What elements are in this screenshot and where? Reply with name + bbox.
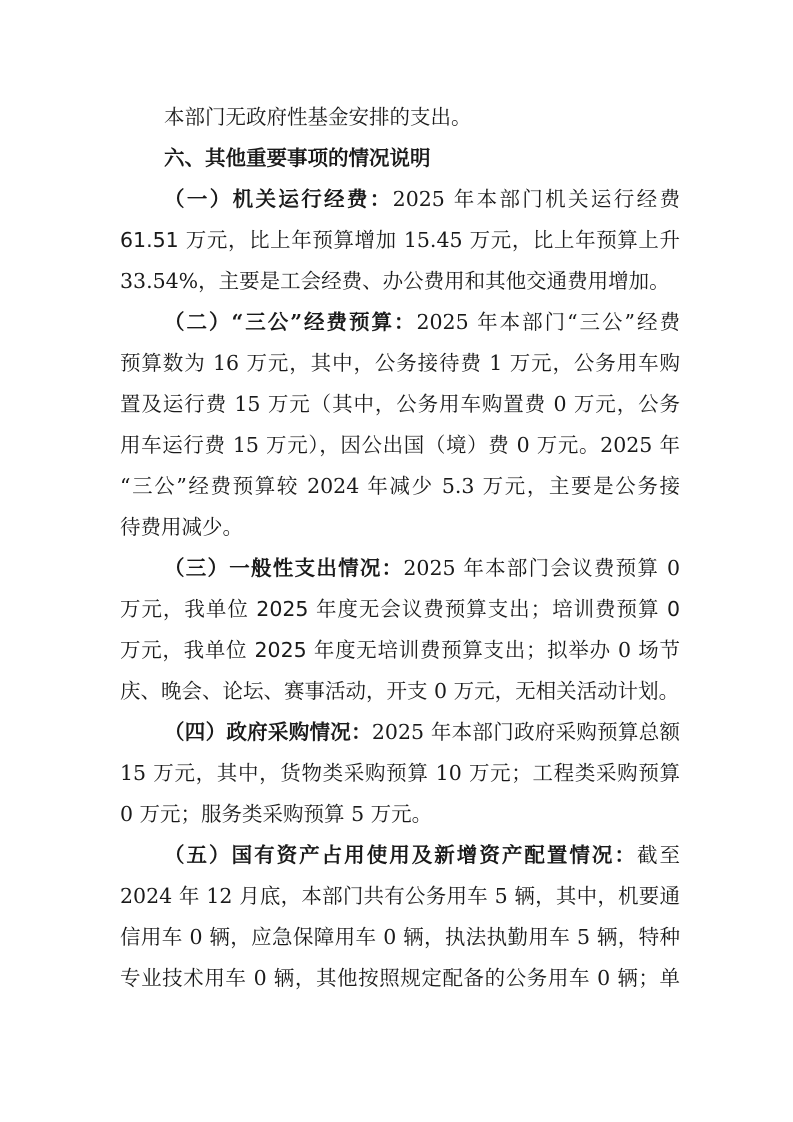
subheading-state-assets: （五）国有资产占用使用及新增资产配置情况： [164,843,637,867]
section-heading [120,138,680,179]
paragraph-line-7 [120,343,680,384]
line-text: 庆、晚会、论坛、赛事活动，开支 0 万元，无相关活动计划。 [120,679,680,703]
year-number: 2025 [256,597,309,621]
paragraph-line-12 [120,548,680,589]
line-text: 年度无会议费预算支出；培训费预算 [308,597,667,621]
paragraph-line-19 [120,835,680,876]
paragraph-line-22 [120,958,680,999]
line-text: 专业技术用车 0 辆，其他按照规定配备的公务用车 0 辆；单 [120,966,680,990]
paragraph-line-5 [120,261,680,302]
line-text: 0 万元；服务类采购预算 5 万元。 [120,802,433,826]
paragraph-line-17 [120,753,680,794]
paragraph-line-11 [120,507,680,548]
year-number: 2025 [254,638,307,662]
paragraph-line-15 [120,671,680,712]
subheading-government-procurement: （四）政府采购情况： [164,720,372,744]
line-text: 万元，我单位 [120,638,255,662]
paragraph-line-21 [120,917,680,958]
line-text: 2025 年本部门机关运行经费 [392,187,680,211]
line-text: 待费用减少。 [120,515,243,539]
subheading-three-public-expenses: （二）“三公”经费预算： [164,310,417,334]
document-body [120,97,680,999]
section-heading-text: 六、其他重要事项的情况说明 [164,146,431,170]
amount-number: 0 [666,597,680,621]
paragraph-line-1 [120,97,680,138]
line-text: 2024 年 12 月底，本部门共有公务用车 5 辆，其中，机要通 [120,884,680,908]
line-text: 万元，比上年预算增加 15.45 万元，比上年预算上升 [178,228,680,252]
subheading-admin-expenses: （一）机关运行经费： [164,187,393,211]
subheading-general-expenses: （三）一般性支出情况： [164,556,404,580]
paragraph-line-13 [120,589,680,630]
line-text: 万元，我单位 [120,597,257,621]
line-text: 2025 年本部门会议费预算 0 [403,556,680,580]
line-text: 2025 年本部门政府采购预算总额 [371,720,681,744]
paragraph-line-10 [120,466,680,507]
line-text: 用车运行费 15 万元），因公出国（境）费 0 万元。2025 年 [120,433,680,457]
paragraph-line-8 [120,384,680,425]
line-text: 信用车 0 辆，应急保障用车 0 辆，执法执勤用车 5 辆，特种 [120,925,680,949]
paragraph-line-20 [120,876,680,917]
line-text: 预算数为 16 万元，其中，公务接待费 1 万元，公务用车购 [120,351,680,375]
line-text: 33.54%，主要是工会经费、办公费用和其他交通费用增加。 [120,269,670,293]
line-text: 年度无培训费预算支出；拟举办 0 场节 [306,638,680,662]
line-text: 置及运行费 15 万元（其中，公务用车购置费 0 万元，公务 [120,392,680,416]
paragraph-line-4 [120,220,680,261]
paragraph-line-18 [120,794,680,835]
amount-number: 61.51 [120,228,179,252]
paragraph-line-16 [120,712,680,753]
paragraph-line-3 [120,179,680,220]
line-text: “三公”经费预算较 2024 年减少 5.3 万元，主要是公务接 [120,474,680,498]
line-text: 本部门无政府性基金安排的支出。 [164,105,472,129]
paragraph-line-14 [120,630,680,671]
line-text: 截至 [636,843,681,867]
paragraph-line-6 [120,302,680,343]
paragraph-line-9 [120,425,680,466]
line-text: 2025 年本部门“三公”经费 [416,310,680,334]
line-text: 15 万元，其中，货物类采购预算 10 万元；工程类采购预算 [120,761,680,785]
